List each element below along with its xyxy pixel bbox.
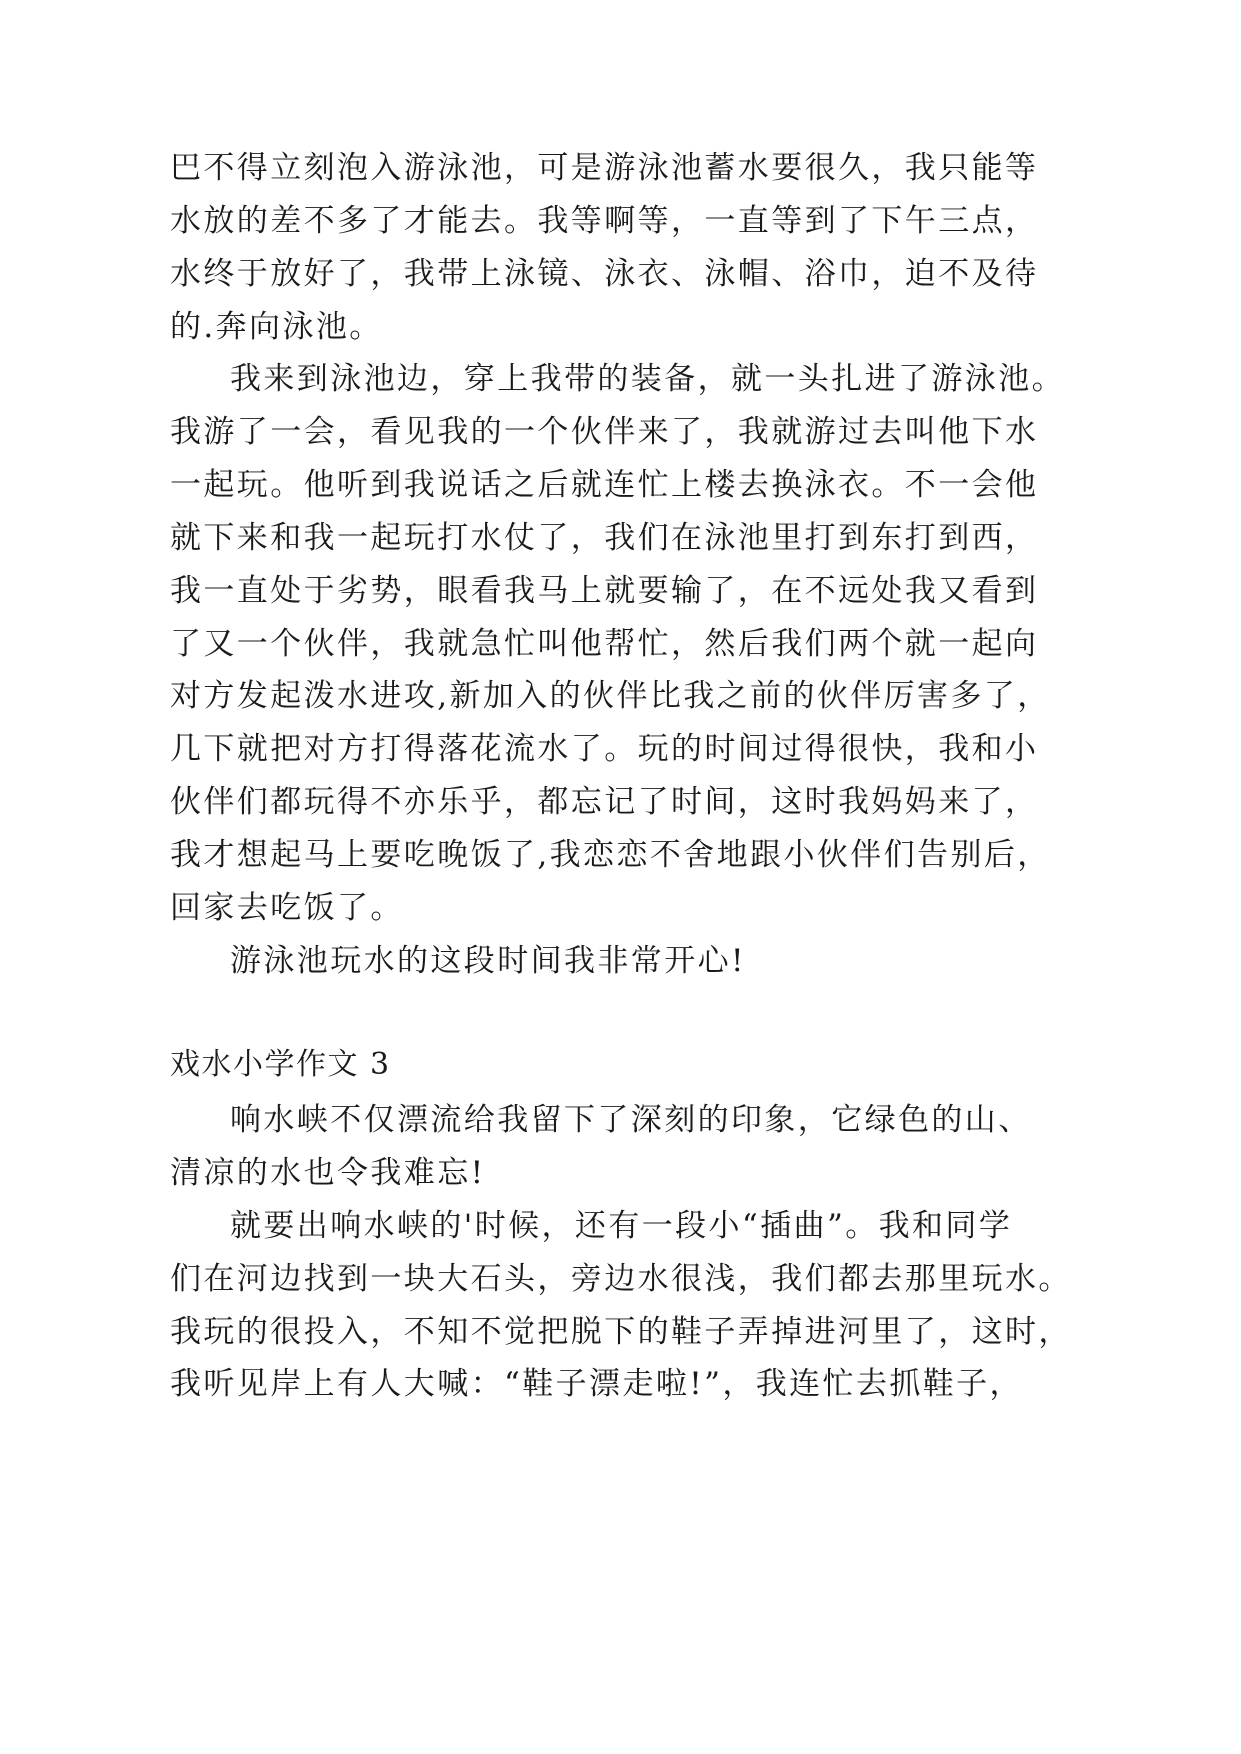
text-line: 回家去吃饭了。 — [170, 890, 404, 926]
text-line: 对方发起泼水进攻,新加入的伙伴比我之前的伙伴厉害多了， — [170, 678, 1051, 714]
text-line: 清凉的水也令我难忘! — [170, 1155, 486, 1191]
text-line: 我一直处于劣势，眼看我马上就要输了，在不远处我又看到 — [170, 573, 1039, 609]
text-line: 我玩的很投入，不知不觉把脱下的鞋子弄掉进河里了，这时， — [170, 1314, 1072, 1350]
text-line: 游泳池玩水的这段时间我非常开心! — [230, 943, 746, 979]
text-line: 我来到泳池边，穿上我带的装备，就一头扎进了游泳池。 — [230, 361, 1065, 397]
text-line: 了又一个伙伴，我就急忙叫他帮忙，然后我们两个就一起向 — [170, 626, 1039, 662]
text-line: 就下来和我一起玩打水仗了，我们在泳池里打到东打到西， — [170, 520, 1039, 556]
text-line: 我游了一会，看见我的一个伙伴来了，我就游过去叫他下水 — [170, 414, 1039, 450]
text-line: 我听见岸上有人大喊：“鞋子漂走啦!”，我连忙去抓鞋子， — [170, 1366, 1023, 1402]
text-line: 巴不得立刻泡入游泳池，可是游泳池蓄水要很久，我只能等 — [170, 150, 1039, 186]
text-line: 响水峡不仅漂流给我留下了深刻的印象，它绿色的山、 — [230, 1102, 1032, 1138]
section-heading-text: 戏水小学作文 3 — [170, 1047, 391, 1082]
text-line: 几下就把对方打得落花流水了。玩的时间过得很快，我和小 — [170, 731, 1039, 767]
text-line: 就要出响水峡的'时候，还有一段小“插曲”。我和同学 — [230, 1208, 1013, 1244]
text-line: 水放的差不多了才能去。我等啊等，一直等到了下午三点， — [170, 203, 1039, 239]
text-line: 的.奔向泳池。 — [170, 309, 383, 345]
text-line: 我才想起马上要吃晚饭了,我恋恋不舍地跟小伙伴们告别后， — [170, 837, 1051, 873]
text-line: 伙伴们都玩得不亦乐乎，都忘记了时间，这时我妈妈来了， — [170, 784, 1039, 820]
text-line: 水终于放好了，我带上泳镜、泳衣、泳帽、浴巾，迫不及待 — [170, 256, 1039, 292]
text-line: 们在河边找到一块大石头，旁边水很浅，我们都去那里玩水。 — [170, 1261, 1072, 1297]
text-line: 一起玩。他听到我说话之后就连忙上楼去换泳衣。不一会他 — [170, 467, 1039, 503]
